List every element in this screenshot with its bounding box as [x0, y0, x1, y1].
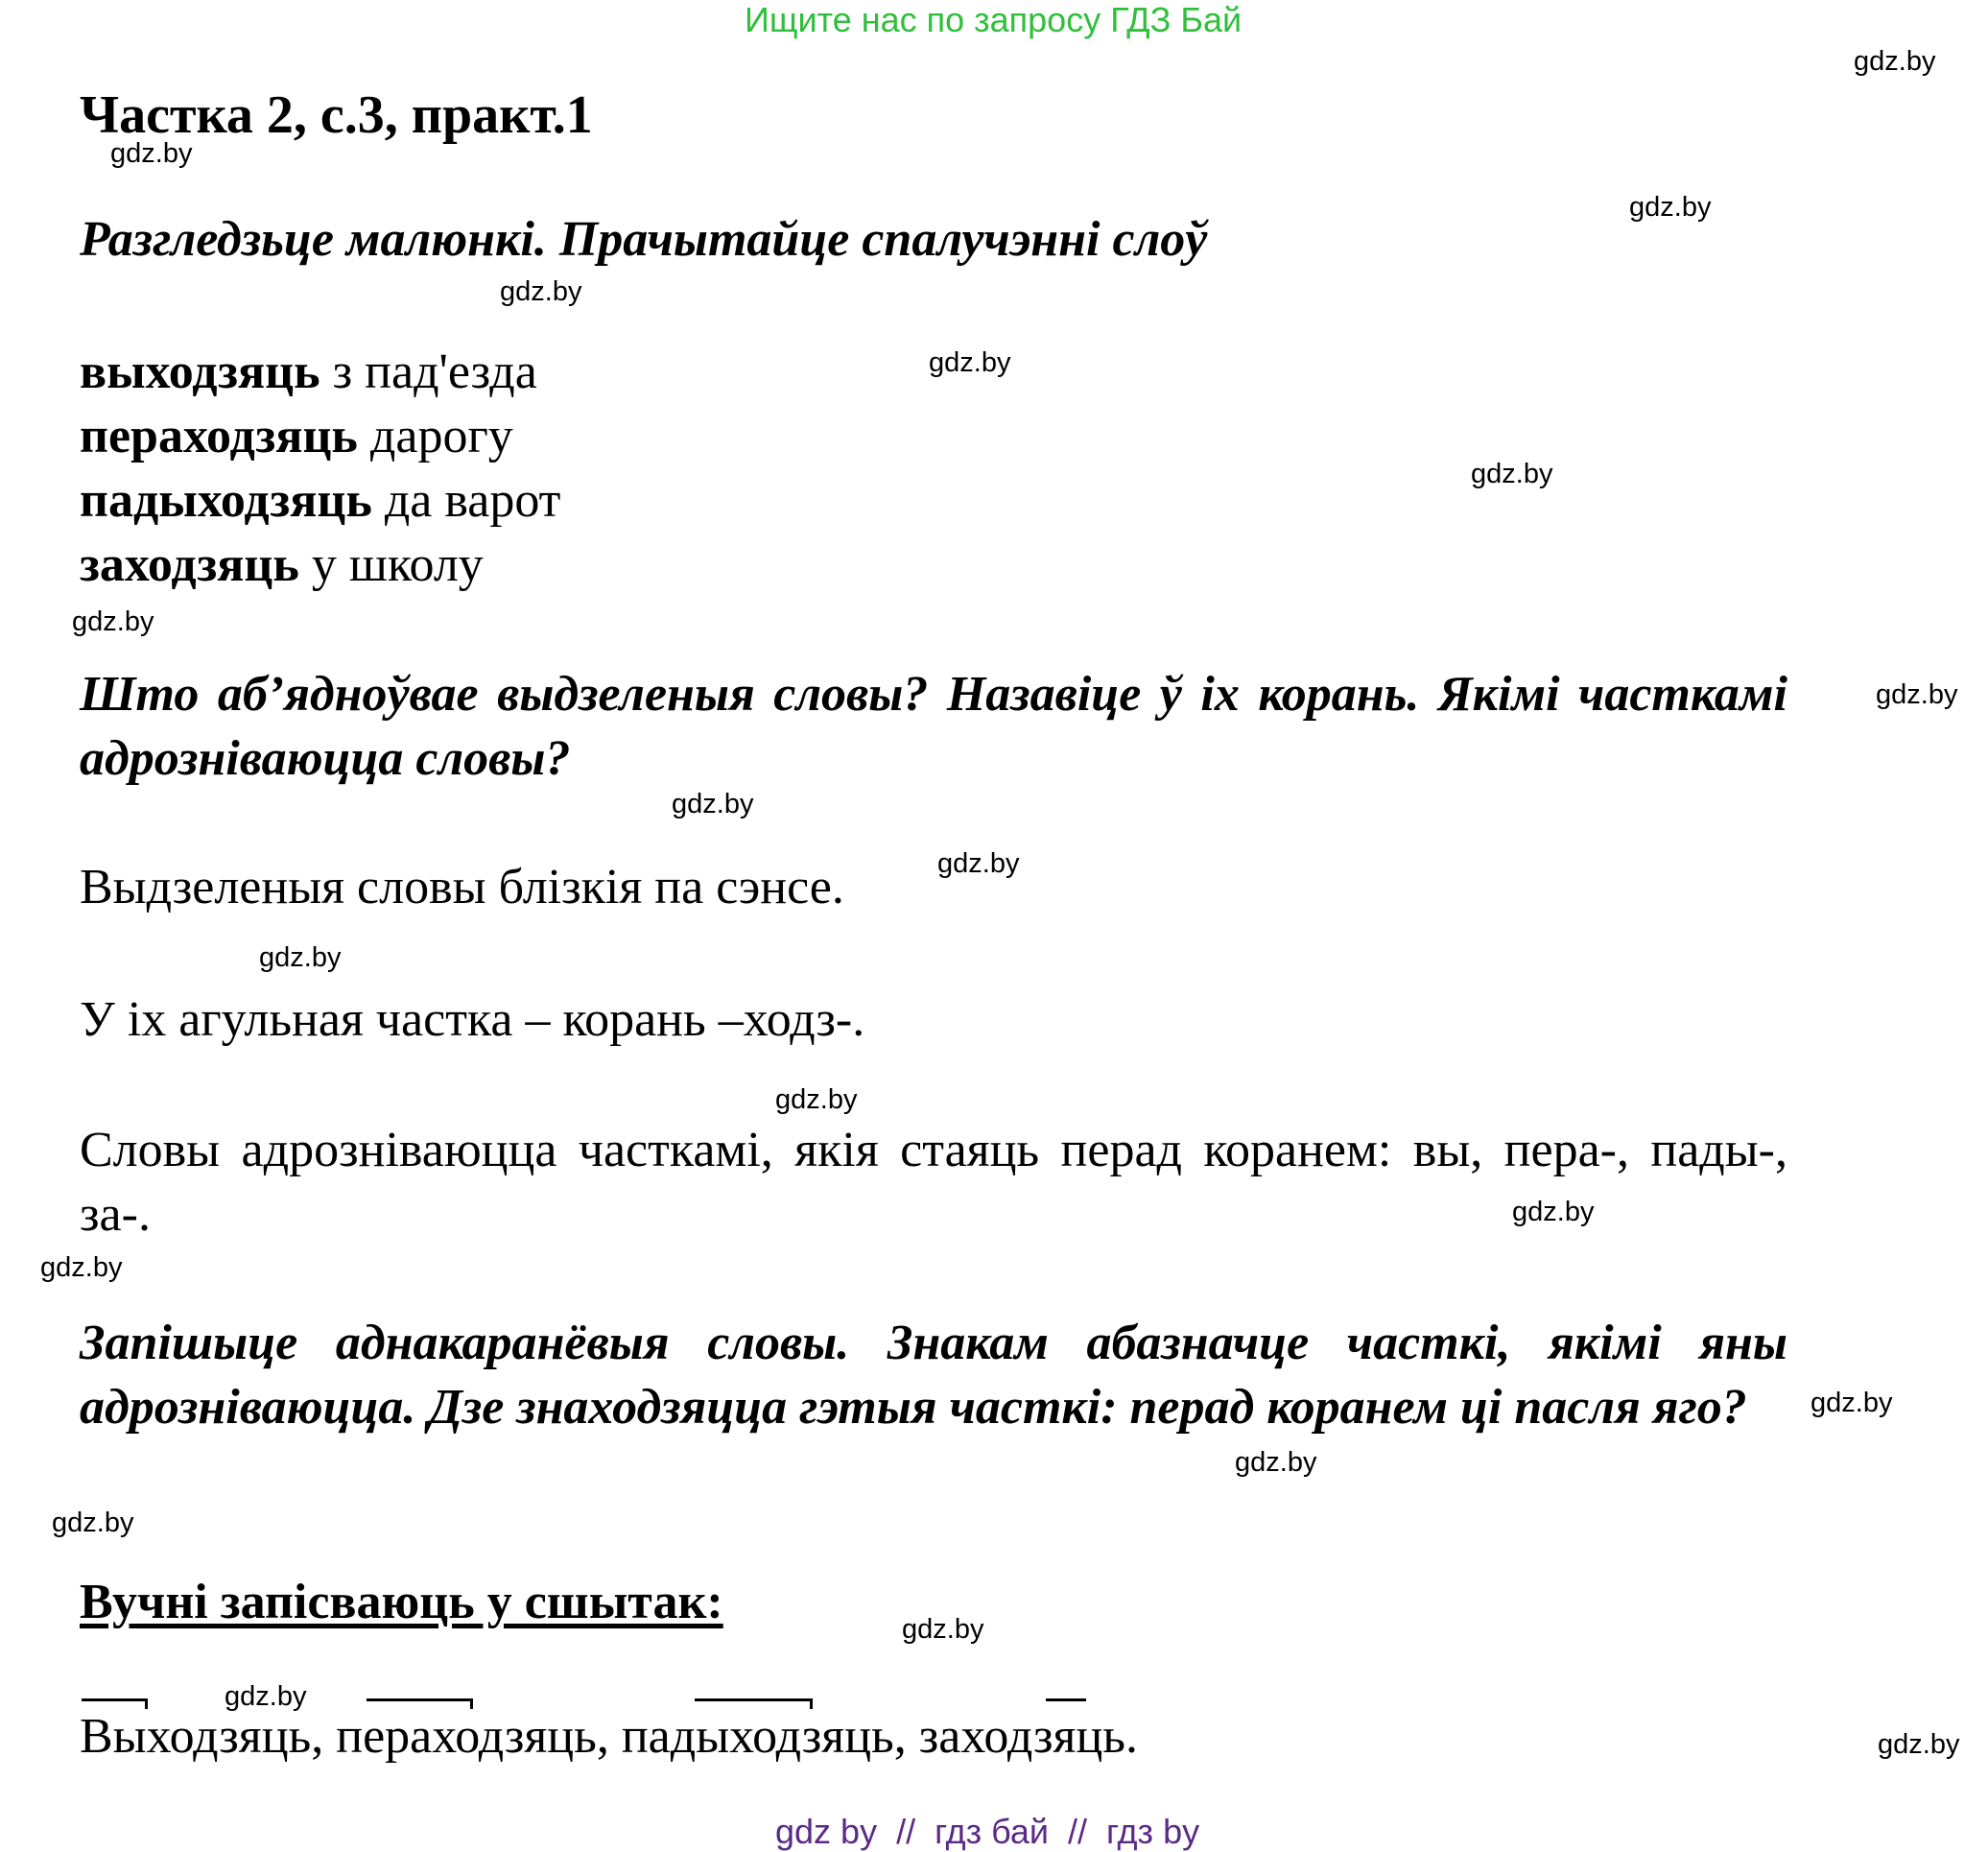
watermark-2: gdz.by [110, 138, 193, 169]
answer-3: Словы адрозніваюцца часткамі, якія стаяць перад коранем: вы, пера-, пады-, за-. [80, 1123, 1787, 1242]
watermark-4: gdz.by [500, 276, 582, 307]
top-banner[interactable]: Ищите нас по запросу ГДЗ Бай [745, 0, 1242, 39]
watermark-10: gdz.by [937, 848, 1020, 879]
task-1: Разгледзьце малюнкі. Прачытайце спалучэнні слоў [80, 212, 1208, 267]
phrase-verb-1: выходзяць [80, 344, 320, 399]
task-3: Запішыце аднакаранёвыя словы. Знакам абазначце часткі, якімі яны адрозніваюцца. Дзе знаходзяцца гэтыя часткі: перад коранем ці пасля яго? [80, 1316, 1787, 1435]
watermark-6: gdz.by [1471, 459, 1553, 489]
task-2: Што аб’ядноўвае выдзеленыя словы? Назавіце ў іх корань. Якімі часткамі адрозніваюцца словы? [80, 667, 1787, 786]
answer-1: Выдзеленыя словы блізкія па сэнсе. [80, 860, 844, 914]
watermark-1: gdz.by [1854, 46, 1936, 77]
watermark-17: gdz.by [52, 1508, 134, 1538]
final-words: Выходзяць, пераходзяць, падыходзяць, заходзяць. [80, 1709, 1138, 1764]
watermark-20: gdz.by [1878, 1729, 1960, 1760]
page-title: Частка 2, с.3, практ.1 [80, 85, 593, 145]
watermark-3: gdz.by [1629, 192, 1712, 223]
answer-2: У іх агульная частка – корань –ходз-. [80, 992, 865, 1047]
watermark-18: gdz.by [902, 1614, 984, 1645]
phrase-rest-4: у школу [298, 537, 484, 592]
phrase-line-3 [80, 472, 560, 529]
phrase-line-4 [80, 536, 484, 593]
phrase-verb-4: заходзяць [80, 537, 299, 592]
watermark-14: gdz.by [40, 1252, 123, 1283]
watermark-15: gdz.by [1810, 1388, 1893, 1418]
phrase-rest-1: з пад'езда [320, 344, 537, 399]
watermark-19: gdz.by [225, 1681, 307, 1712]
watermark-11: gdz.by [259, 942, 342, 973]
phrase-rest-3: да варот [371, 473, 561, 528]
notebook-heading: Вучні запісваюць у сшытак: [80, 1575, 723, 1629]
watermark-12: gdz.by [775, 1084, 858, 1115]
phrase-verb-2: пераходзяць [80, 409, 358, 463]
watermark-5: gdz.by [929, 347, 1011, 378]
watermark-8: gdz.by [1876, 679, 1958, 710]
phrase-line-2 [80, 408, 513, 464]
phrase-line-1 [80, 344, 537, 400]
watermark-13: gdz.by [1512, 1197, 1595, 1227]
watermark-16: gdz.by [1235, 1447, 1317, 1478]
watermark-9: gdz.by [672, 789, 754, 819]
phrase-rest-2: дарогу [357, 409, 513, 463]
phrase-verb-3: падыходзяць [80, 473, 372, 528]
watermark-7: gdz.by [72, 606, 154, 637]
footer-links[interactable]: gdz by // гдз бай // гдз by [775, 1812, 1200, 1851]
